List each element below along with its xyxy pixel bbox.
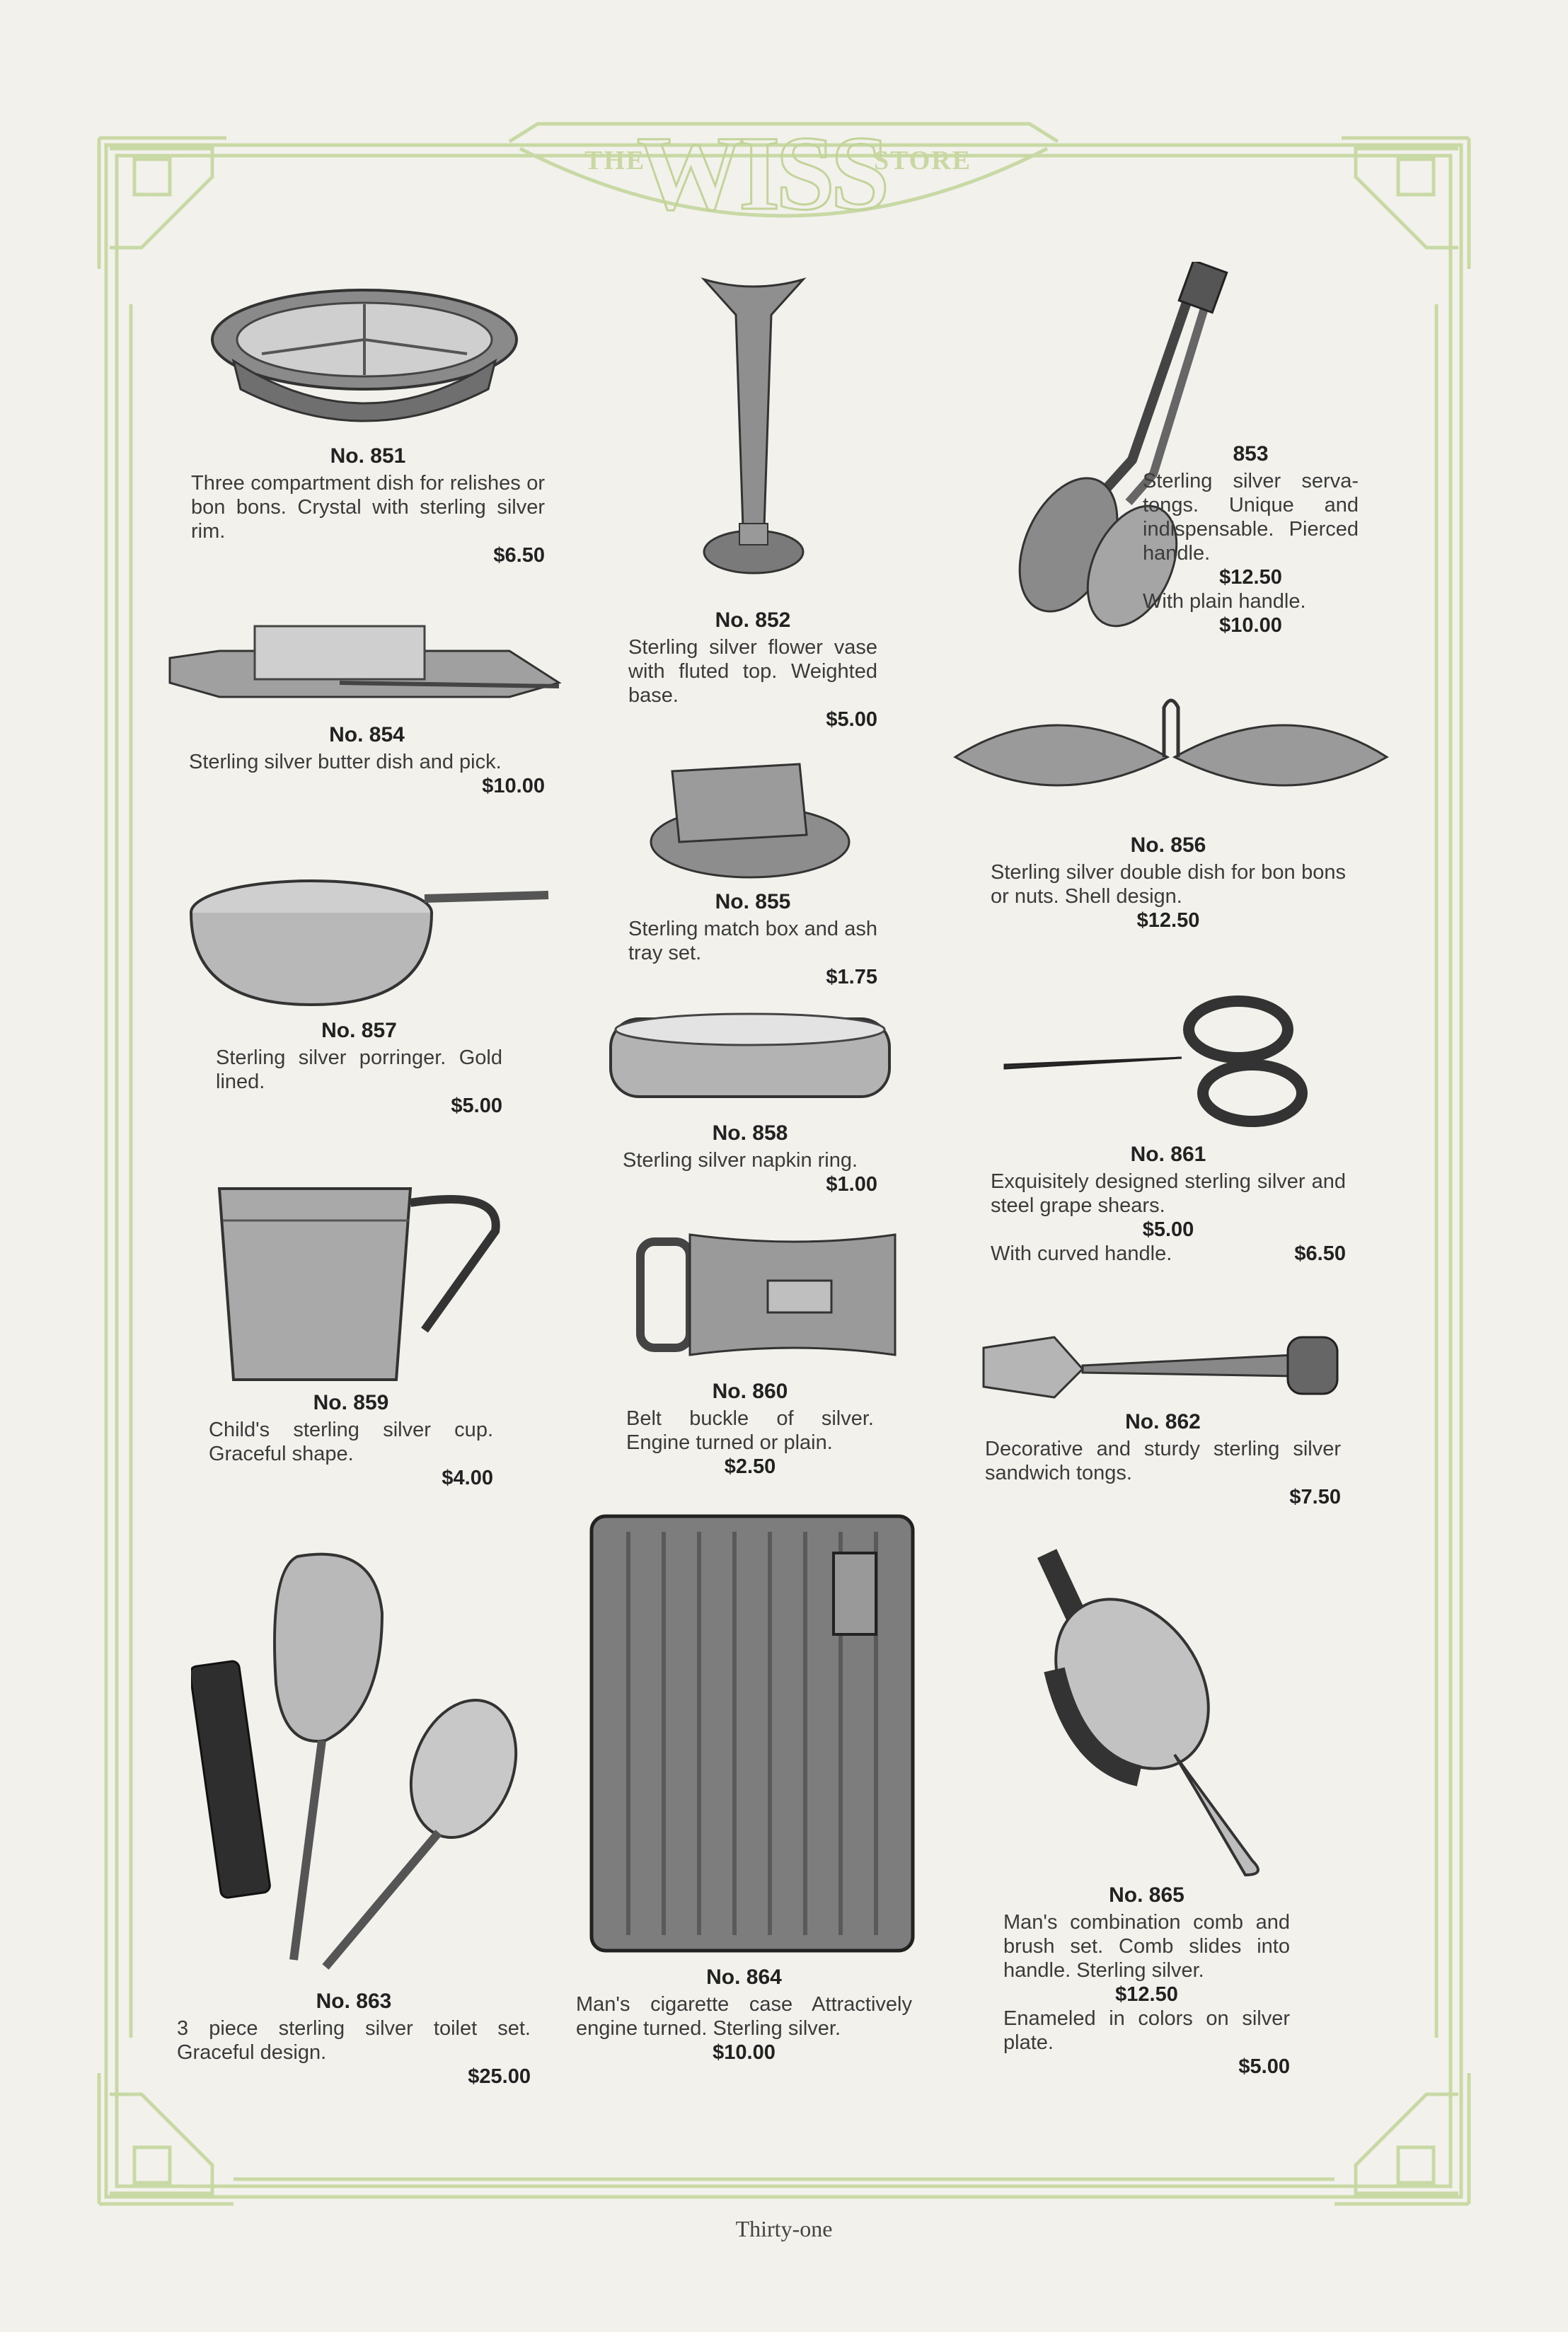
toilet-set-illustration	[191, 1542, 531, 1974]
header-store: STORE	[874, 146, 972, 175]
item-859	[209, 1391, 493, 1490]
item-price: $4.00	[442, 1467, 493, 1489]
item-852	[628, 608, 877, 732]
grape-shears-illustration	[998, 987, 1337, 1129]
item-number: No. 852	[715, 608, 791, 632]
item-number: No. 858	[712, 1121, 788, 1145]
item-description: Belt buckle of silver. Engine turned or plain.	[626, 1407, 874, 1454]
item-price: $2.50	[724, 1455, 776, 1478]
item-description: Sterling silver napkin ring.	[623, 1149, 858, 1172]
item-price: $1.75	[826, 966, 877, 988]
item-description: Three compartment dish for relishes or bon bons. Crystal with sterling silver rim.	[191, 472, 545, 543]
double-shell-dish-illustration	[948, 693, 1394, 821]
item-price: $12.50	[1136, 909, 1200, 932]
item-price: $25.00	[468, 2065, 531, 2088]
item-number: No. 864	[706, 1966, 782, 1989]
item-price: $10.00	[482, 775, 545, 797]
item-number: 853	[1233, 442, 1269, 466]
item-number: No. 857	[321, 1019, 397, 1042]
item-alt-description: With plain handle.	[1143, 590, 1306, 613]
item-number: No. 861	[1130, 1143, 1206, 1166]
flower-vase-illustration	[693, 272, 814, 598]
belt-buckle-illustration	[633, 1228, 902, 1362]
item-price: $5.00	[826, 708, 877, 731]
header-the: THE	[584, 146, 646, 175]
item-number: No. 856	[1130, 833, 1206, 857]
item-851	[191, 444, 545, 567]
item-863	[177, 1990, 531, 2089]
sandwich-tongs-illustration	[976, 1327, 1344, 1404]
item-856	[991, 833, 1346, 933]
item-number: No. 860	[712, 1380, 788, 1403]
item-alt-price: $10.00	[1219, 614, 1282, 637]
item-857	[216, 1019, 502, 1118]
item-description: Child's sterling silver cup. Graceful shape.	[209, 1419, 493, 1465]
item-description: Sterling match box and ash tray set.	[628, 918, 877, 964]
item-number: No. 862	[1125, 1410, 1201, 1433]
item-description: Sterling silver porringer. Gold lined.	[216, 1046, 502, 1093]
item-number: No. 859	[313, 1391, 389, 1414]
item-number: No. 855	[715, 890, 791, 913]
item-858	[623, 1121, 877, 1196]
item-855	[628, 890, 877, 989]
item-number: No. 865	[1109, 1883, 1184, 1907]
item-description: Sterling silver flower vase with fluted top. Weighted base.	[628, 636, 877, 707]
header-wiss-logo: WISS	[637, 115, 886, 232]
item-865	[1003, 1883, 1290, 2079]
item-price: $5.00	[451, 1095, 502, 1117]
item-description: Sterling silver serva-tongs. Unique and indispensable. Pierced handle.	[1143, 470, 1359, 565]
item-price: $12.50	[1219, 566, 1282, 589]
butter-dish-illustration	[163, 619, 566, 711]
item-description: Man's combination comb and brush set. Comb slides into handle. Sterling silver.	[1003, 1911, 1290, 1982]
compartment-dish-illustration	[205, 283, 524, 439]
item-861	[991, 1143, 1346, 1266]
cigarette-case-illustration	[586, 1511, 918, 1956]
item-alt-price: $6.50	[1294, 1242, 1346, 1265]
item-description: 3 piece sterling silver toilet set. Graceful design.	[177, 2017, 531, 2064]
item-description: Decorative and sturdy sterling silver sandwich tongs.	[985, 1438, 1341, 1484]
match-box-ash-tray-illustration	[644, 750, 856, 884]
item-alt-description: Enameled in colors on silver plate.	[1003, 2007, 1290, 2054]
item-854	[189, 723, 545, 798]
item-description: Sterling silver double dish for bon bons or nuts. Shell design.	[991, 861, 1346, 908]
item-number: No. 863	[316, 1990, 392, 2013]
item-description: Exquisitely designed sterling silver and steel grape shears.	[991, 1170, 1346, 1217]
item-number: No. 854	[329, 723, 405, 746]
item-description: Man's cigarette case Attractively engine turned. Sterling silver.	[576, 1993, 912, 2040]
item-price: $12.50	[1115, 1983, 1178, 2006]
item-864	[576, 1966, 912, 2065]
comb-brush-set-illustration	[1026, 1542, 1281, 1882]
childs-cup-illustration	[212, 1174, 509, 1387]
item-price: $10.00	[713, 2041, 776, 2064]
item-860	[626, 1380, 874, 1479]
item-price: $7.50	[1289, 1486, 1341, 1508]
item-price: $1.00	[826, 1173, 877, 1196]
napkin-ring-illustration	[605, 1005, 895, 1111]
page-number: Thirty-one	[735, 2216, 833, 2241]
item-alt-price: $5.00	[1238, 2055, 1290, 2078]
item-853	[1143, 442, 1359, 637]
item-price: $6.50	[493, 544, 545, 567]
item-862	[985, 1410, 1341, 1509]
item-price: $5.00	[1142, 1218, 1194, 1241]
item-number: No. 851	[330, 444, 406, 468]
item-description: Sterling silver butter dish and pick.	[189, 751, 502, 773]
item-alt-description: With curved handle.	[991, 1242, 1172, 1265]
porringer-illustration	[184, 863, 552, 1012]
